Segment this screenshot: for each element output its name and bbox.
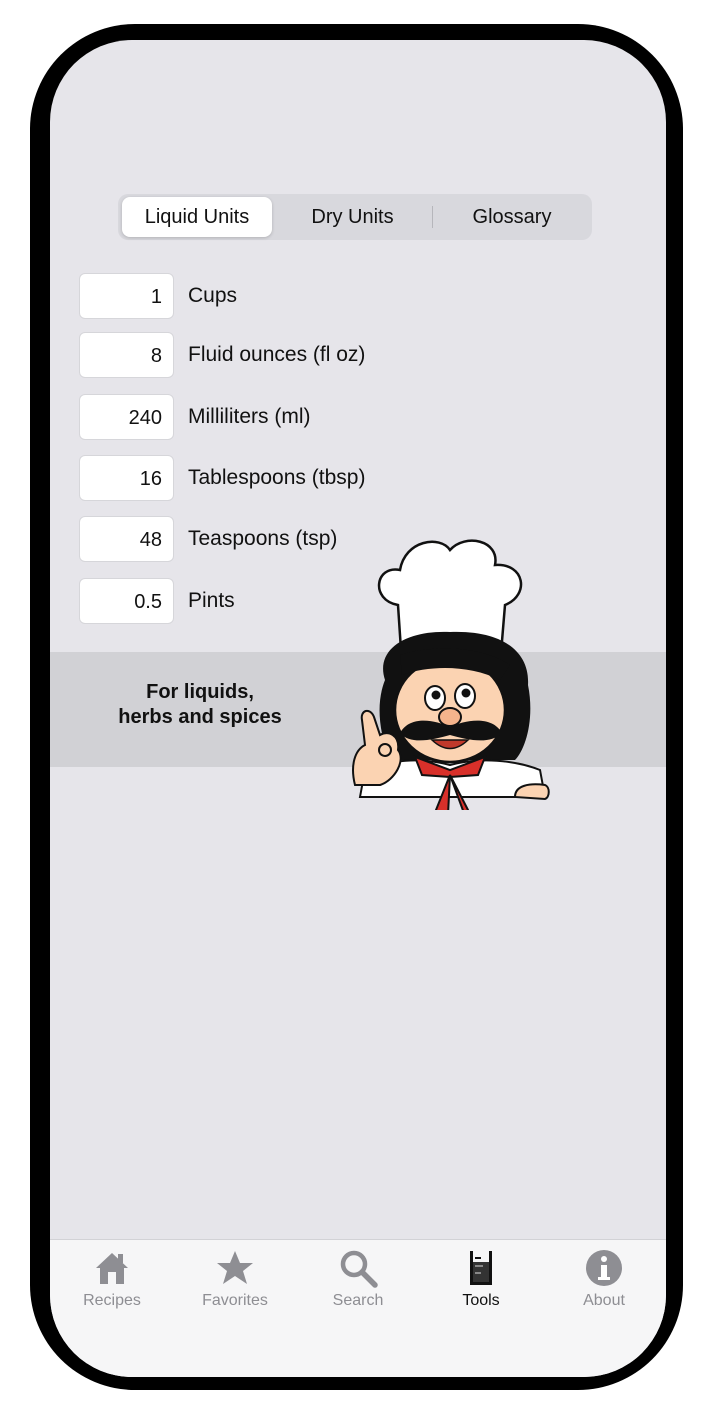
segment-glossary[interactable]: Glossary bbox=[472, 206, 552, 228]
house-icon bbox=[92, 1248, 132, 1288]
tab-about[interactable] bbox=[549, 1248, 659, 1310]
tab-recipes[interactable] bbox=[57, 1248, 167, 1310]
tablespoons-value-field[interactable]: 16 bbox=[79, 455, 174, 501]
tab-favorites-label: Favorites bbox=[202, 1292, 268, 1309]
fluid-ounces-unit-label: Fluid ounces (fl oz) bbox=[188, 343, 366, 366]
tab-tools-label: Tools bbox=[462, 1292, 500, 1309]
cups-unit-label: Cups bbox=[188, 284, 238, 307]
segment-dry-units[interactable]: Dry Units bbox=[311, 206, 394, 228]
banner-caption bbox=[90, 680, 310, 730]
tablespoons-unit-label: Tablespoons (tbsp) bbox=[188, 466, 366, 489]
tab-favorites[interactable] bbox=[180, 1248, 290, 1310]
tab-search[interactable] bbox=[303, 1248, 413, 1310]
teaspoons-value-field[interactable]: 48 bbox=[79, 516, 174, 562]
magnifier-icon bbox=[338, 1248, 378, 1288]
pints-unit-label: Pints bbox=[188, 589, 235, 612]
milliliters-unit-label: Milliliters (ml) bbox=[188, 405, 311, 428]
app-screen bbox=[50, 40, 666, 1377]
teaspoons-unit-label: Teaspoons (tsp) bbox=[188, 527, 338, 550]
chef-mascot-illustration bbox=[350, 535, 570, 810]
segment-liquid-units[interactable]: Liquid Units bbox=[122, 197, 272, 237]
info-icon bbox=[584, 1248, 624, 1288]
segment-divider bbox=[432, 206, 433, 228]
conversion-row-tablespoons bbox=[79, 455, 639, 503]
cups-value-field[interactable]: 1 bbox=[79, 273, 174, 319]
tab-about-label: About bbox=[583, 1292, 625, 1309]
conversion-row-cups bbox=[79, 273, 639, 321]
tab-bar bbox=[50, 1239, 666, 1377]
banner-line-2: herbs and spices bbox=[118, 706, 282, 728]
conversion-row-fluid-ounces bbox=[79, 332, 639, 380]
measuring-cup-icon bbox=[461, 1248, 501, 1288]
conversion-row-milliliters bbox=[79, 394, 639, 442]
milliliters-value-field[interactable]: 240 bbox=[79, 394, 174, 440]
star-icon bbox=[215, 1248, 255, 1288]
tab-recipes-label: Recipes bbox=[83, 1292, 141, 1309]
tab-tools[interactable] bbox=[426, 1248, 536, 1310]
phone-frame bbox=[30, 24, 683, 1390]
fluid-ounces-value-field[interactable]: 8 bbox=[79, 332, 174, 378]
tab-search-label: Search bbox=[332, 1292, 384, 1309]
unit-type-segmented-control bbox=[118, 194, 592, 240]
banner-line-1: For liquids, bbox=[146, 681, 254, 703]
pints-value-field[interactable]: 0.5 bbox=[79, 578, 174, 624]
